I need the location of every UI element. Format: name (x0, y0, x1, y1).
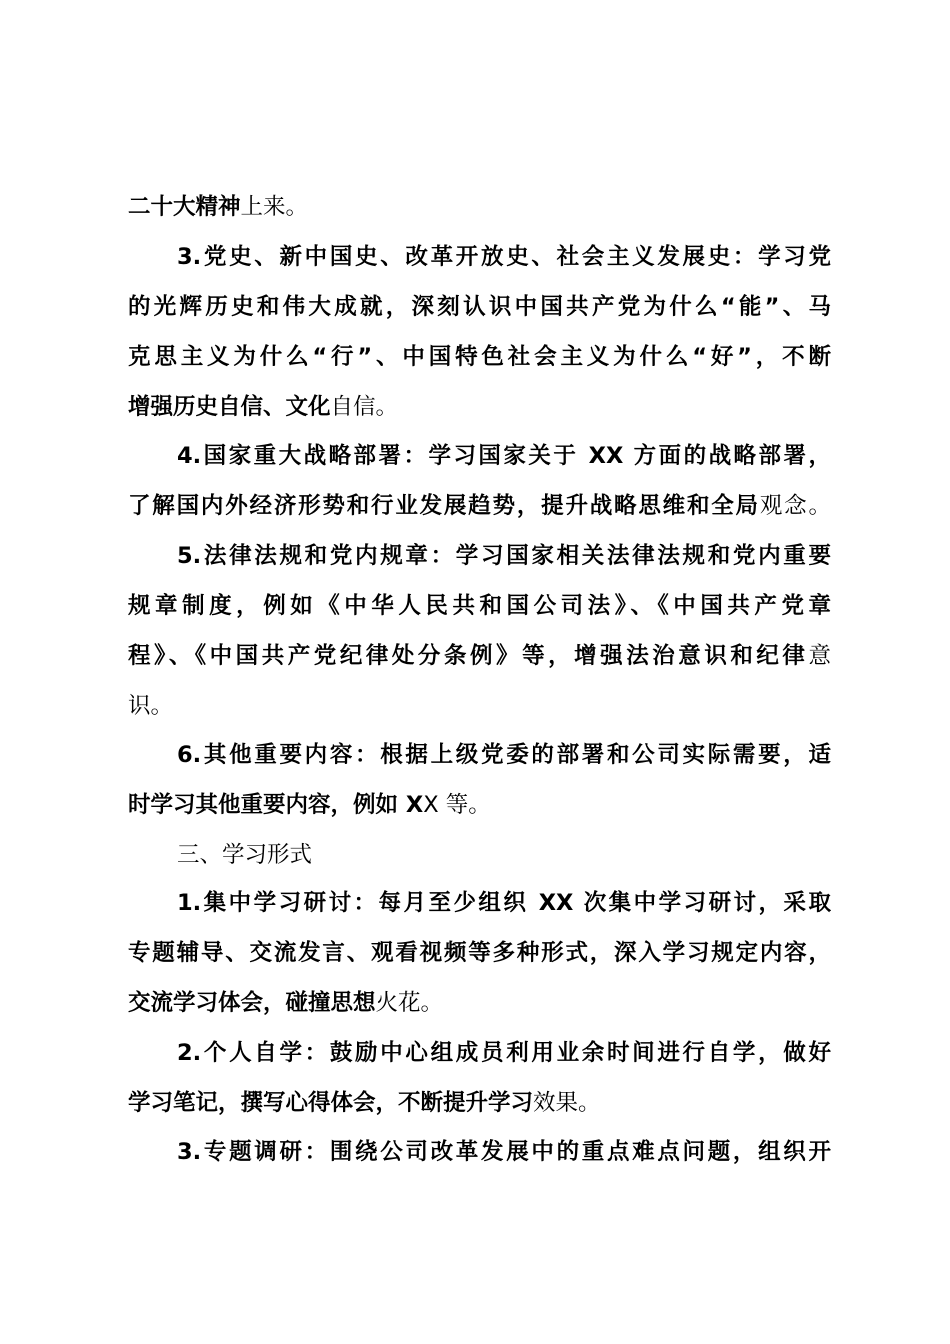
bold-text: 3.专题调研：围绕公司改革发展中的重点难点问题，组织开 (177, 1139, 831, 1165)
normal-text: 观念。 (759, 493, 831, 519)
normal-text: X 等。 (423, 792, 491, 818)
paragraph-line (128, 190, 308, 224)
paragraph-line (177, 439, 831, 473)
bold-text: 5.法律法规和党内规章：学习国家相关法律法规和党内重要 (177, 543, 831, 569)
bold-text: 2.个人自学：鼓励中心组成员利用业余时间进行自学，做好 (177, 1040, 831, 1066)
normal-text: 自信。 (330, 394, 399, 420)
normal-text: 意 (808, 643, 831, 669)
paragraph-line (128, 936, 831, 970)
paragraph-line (177, 738, 831, 772)
bold-text: 规章制度，例如《中华人民共和国公司法》、《中国共产党章 (128, 593, 831, 619)
bold-text: 时学习其他重要内容，例如 X (128, 792, 424, 818)
bold-text: 4.国家重大战略部署：学习国家关于 XX 方面的战略部署， (177, 443, 831, 469)
paragraph-line (128, 639, 831, 673)
bold-text: 专题辅导、交流发言、观看视频等多种形式，深入学习规定内容， (128, 940, 831, 966)
paragraph-line (128, 986, 443, 1020)
normal-text: 识。 (128, 693, 174, 719)
bold-text: 二十大精神 (128, 194, 241, 220)
section-heading (177, 838, 312, 872)
paragraph-line (128, 390, 398, 424)
paragraph-line (128, 689, 173, 723)
bold-text: 1.集中学习研讨：每月至少组织 XX 次集中学习研讨，采取 (177, 890, 831, 916)
bold-text: 学习笔记，撰写心得体会，不断提升学习 (128, 1090, 534, 1116)
normal-text: 效果。 (533, 1090, 601, 1116)
paragraph-line (177, 886, 831, 920)
bold-text: 的光辉历史和伟大成就，深刻认识中国共产党为什么“能”、马 (128, 294, 831, 320)
paragraph-line (177, 240, 831, 274)
paragraph-line (128, 489, 831, 523)
paragraph-line (128, 1086, 601, 1120)
paragraph-line (177, 1135, 831, 1169)
paragraph-line (128, 290, 831, 324)
bold-text: 3.党史、新中国史、改革开放史、社会主义发展史：学习党 (177, 244, 831, 270)
normal-text: 三、学习形式 (177, 842, 313, 868)
paragraph-line (177, 539, 831, 573)
bold-text: 6.其他重要内容：根据上级党委的部署和公司实际需要，适 (177, 742, 831, 768)
bold-text: 程》、《中国共产党纪律处分条例》等，增强法治意识和纪律 (128, 643, 809, 669)
paragraph-line (128, 589, 831, 623)
bold-text: 增强历史自信、文化 (128, 394, 331, 420)
normal-text: 火花。 (375, 990, 444, 1016)
bold-text: 交流学习体会，碰撞思想 (128, 990, 376, 1016)
paragraph-line (128, 340, 831, 374)
paragraph-line (177, 1036, 831, 1070)
paragraph-line (128, 788, 491, 822)
bold-text: 克思主义为什么“行”、中国特色社会主义为什么“好”，不断 (128, 344, 831, 370)
normal-text: 上来。 (240, 194, 309, 220)
bold-text: 了解国内外经济形势和行业发展趋势，提升战略思维和全局 (128, 493, 760, 519)
